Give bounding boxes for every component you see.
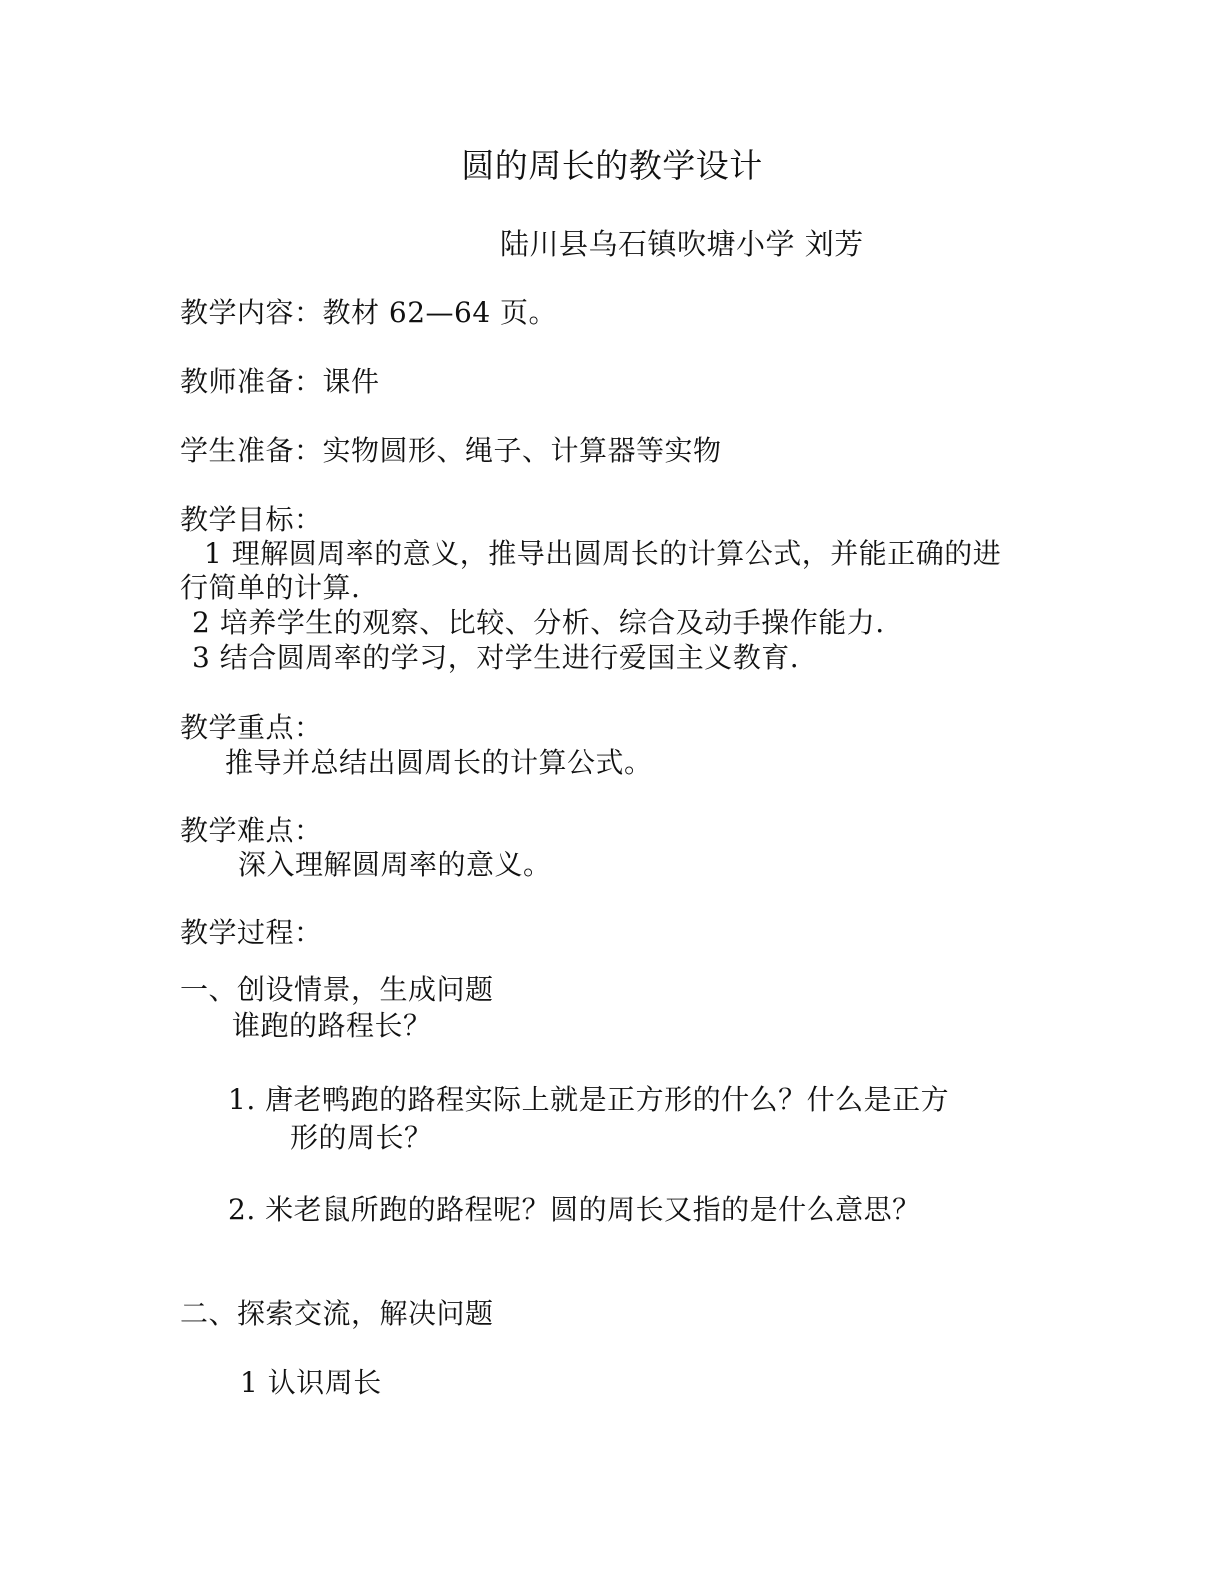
document-title: 圆的周长的教学设计 xyxy=(461,146,763,185)
section-1-question: 谁跑的路程长？ xyxy=(232,1009,432,1042)
key-point-heading: 教学重点： xyxy=(180,711,323,744)
process-heading: 教学过程： xyxy=(180,916,323,949)
question-1-line-1: 1. 唐老鸭跑的路程实际上就是正方形的什么？什么是正方 xyxy=(228,1083,950,1116)
section-1-heading: 一、创设情景，生成问题 xyxy=(180,973,494,1006)
difficulty-heading: 教学难点： xyxy=(180,814,323,847)
objectives-heading: 教学目标： xyxy=(180,503,323,536)
question-1-line-2: 形的周长？ xyxy=(290,1121,433,1154)
objective-1-line-2: 行简单的计算. xyxy=(180,571,361,604)
objective-3: 3 结合圆周率的学习，对学生进行爱国主义教育. xyxy=(192,641,800,674)
teaching-content: 教学内容：教材 62—64 页。 xyxy=(180,296,558,329)
objective-1-line-1: 1 理解圆周率的意义，推导出圆周长的计算公式，并能正确的进 xyxy=(204,537,1002,570)
teacher-preparation: 教师准备：课件 xyxy=(180,365,380,398)
difficulty-text: 深入理解圆周率的意义。 xyxy=(238,848,552,881)
student-preparation: 学生准备：实物圆形、绳子、计算器等实物 xyxy=(180,434,722,467)
section-2-heading: 二、探索交流，解决问题 xyxy=(180,1297,494,1330)
author-line: 陆川县乌石镇吹塘小学 刘芳 xyxy=(500,227,864,261)
question-2: 2. 米老鼠所跑的路程呢？圆的周长又指的是什么意思？ xyxy=(228,1193,921,1226)
key-point-text: 推导并总结出圆周长的计算公式。 xyxy=(225,746,653,779)
objective-2: 2 培养学生的观察、比较、分析、综合及动手操作能力. xyxy=(192,606,885,639)
section-2-item-1: 1 认识周长 xyxy=(240,1366,382,1399)
